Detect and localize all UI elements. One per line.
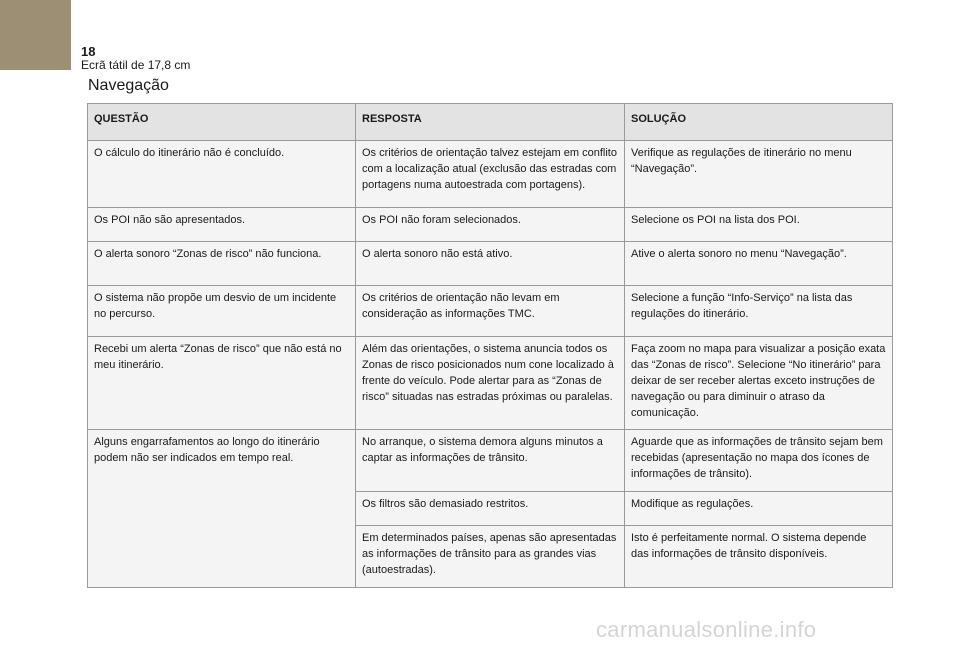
header-question: QUESTÃO [88, 104, 356, 141]
page-subtitle: Ecrã tátil de 17,8 cm [81, 58, 191, 72]
question-cell: O cálculo do itinerário não é concluído. [88, 141, 356, 208]
solution-cell: Selecione a função “Info-Serviço” na lista das regulações do itinerário. [625, 286, 893, 337]
header-answer: RESPOSTA [356, 104, 625, 141]
solution-cell: Isto é perfeitamente normal. O sistema depende das informações de trânsito disponíveis. [625, 526, 893, 588]
table-row [88, 208, 893, 242]
question-cell: O alerta sonoro “Zonas de risco” não funciona. [88, 242, 356, 286]
question-cell: O sistema não propõe um desvio de um incidente no percurso. [88, 286, 356, 337]
answer-cell: Além das orientações, o sistema anuncia todos os Zonas de risco posicionados num cone localizado à frente do veículo. Pode alertar para as “Zonas de risco” situadas nas estradas próximas ou paralelas. [356, 337, 625, 430]
question-cell: Os POI não são apresentados. [88, 208, 356, 242]
page-corner-tab [0, 0, 71, 70]
solution-cell: Modifique as regulações. [625, 492, 893, 526]
table-row [88, 141, 893, 208]
section-title: Navegação [88, 77, 169, 94]
table-row [88, 242, 893, 286]
table-header-row [88, 104, 893, 141]
solution-cell: Ative o alerta sonoro no menu “Navegação”. [625, 242, 893, 286]
table-row [88, 286, 893, 337]
answer-cell: Os filtros são demasiado restritos. [356, 492, 625, 526]
solution-cell: Faça zoom no mapa para visualizar a posição exata das “Zonas de risco”. Selecione “No itinerário” para deixar de ser receber alertas exceto instruções de navegação ou para diminuir o atraso da comunicação. [625, 337, 893, 430]
solution-cell: Verifique as regulações de itinerário no menu “Navegação”. [625, 141, 893, 208]
answer-cell: Em determinados países, apenas são apresentadas as informações de trânsito para as grandes vias (autoestradas). [356, 526, 625, 588]
answer-cell: O alerta sonoro não está ativo. [356, 242, 625, 286]
watermark: carmanualsonline.info [596, 617, 817, 642]
table-row [88, 337, 893, 430]
solution-cell: Aguarde que as informações de trânsito sejam bem recebidas (apresentação no mapa dos ícones de informações de trânsito). [625, 430, 893, 492]
answer-cell: Os critérios de orientação talvez estejam em conflito com a localização atual (exclusão das estradas com portagens numa autoestrada com portagens). [356, 141, 625, 208]
faq-table [87, 103, 893, 588]
solution-cell: Selecione os POI na lista dos POI. [625, 208, 893, 242]
question-cell: Recebi um alerta “Zonas de risco” que não está no meu itinerário. [88, 337, 356, 430]
table-row [88, 430, 893, 492]
question-cell-grouped: Alguns engarrafamentos ao longo do itinerário podem não ser indicados em tempo real. [88, 430, 356, 588]
answer-cell: Os POI não foram selecionados. [356, 208, 625, 242]
answer-cell: No arranque, o sistema demora alguns minutos a captar as informações de trânsito. [356, 430, 625, 492]
answer-cell: Os critérios de orientação não levam em consideração as informações TMC. [356, 286, 625, 337]
page-number: 18 [81, 44, 96, 59]
header-solution: SOLUÇÃO [625, 104, 893, 141]
